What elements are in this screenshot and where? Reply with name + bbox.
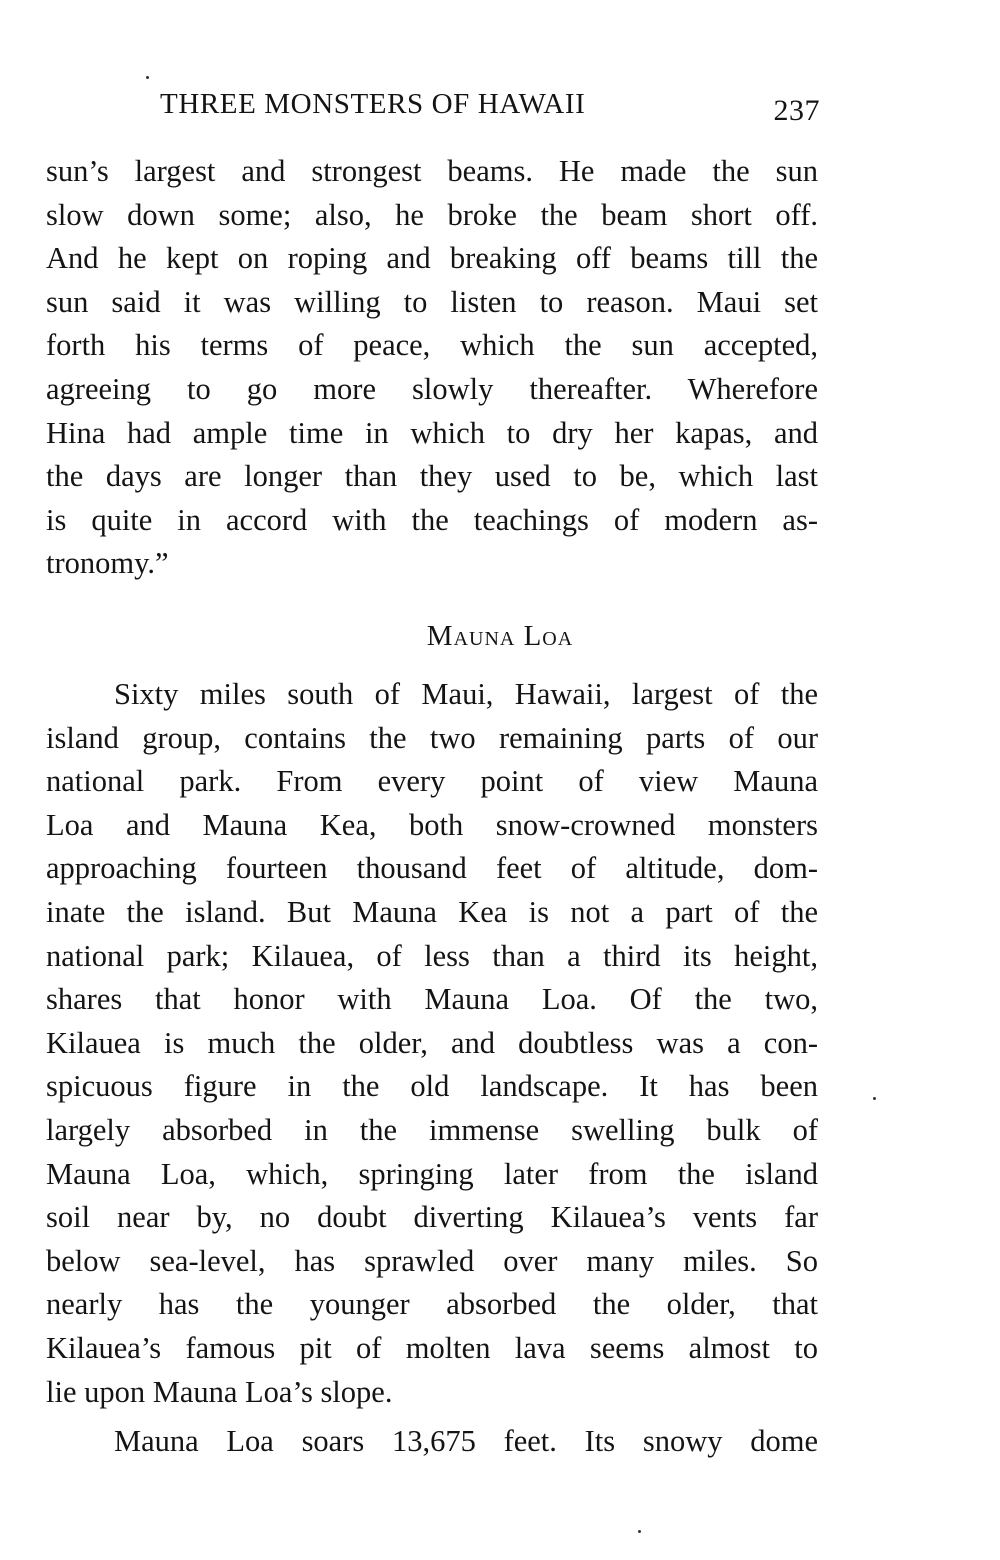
text-line: Kilauea’s famous pit of molten lava seems almost to	[46, 1330, 818, 1365]
running-title: THREE MONSTERS OF HAWAII	[160, 88, 586, 120]
text-line: below sea-level, has sprawled over many miles. So	[46, 1243, 818, 1278]
print-speck	[873, 1097, 876, 1100]
text-line: shares that honor with Mauna Loa. Of the two,	[46, 982, 818, 1017]
print-speck	[146, 76, 149, 79]
text-line: inate the island. But Mauna Kea is not a part of the	[46, 894, 818, 929]
text-line: sun said it was willing to listen to reason. Maui set	[46, 284, 818, 319]
text-line: Mauna Loa, which, springing later from the island	[46, 1156, 818, 1191]
text-line: lie upon Mauna Loa’s slope.	[46, 1374, 393, 1409]
text-line: soil near by, no doubt diverting Kilauea’s vents far	[46, 1200, 818, 1235]
text-line: Loa and Mauna Kea, both snow-crowned monsters	[46, 807, 818, 842]
text-line: forth his terms of peace, which the sun accepted,	[46, 328, 818, 363]
running-head	[160, 88, 820, 128]
paragraph-elevation	[46, 1420, 818, 1464]
text-line: largely absorbed in the immense swelling bulk of	[46, 1112, 818, 1147]
text-line: the days are longer than they used to be, which last	[46, 459, 818, 494]
text-line: national park; Kilauea, of less than a third its height,	[46, 938, 818, 973]
text-line: nearly has the younger absorbed the older, that	[46, 1287, 818, 1322]
text-line: sun’s largest and strongest beams. He made the sun	[46, 154, 818, 188]
page-number: 237	[773, 94, 820, 127]
text-line: Sixty miles south of Maui, Hawaii, largest of the	[114, 677, 818, 711]
text-line: slow down some; also, he broke the beam short off.	[46, 197, 818, 232]
text-line: Kilauea is much the older, and doubtless was a con-	[46, 1025, 818, 1060]
print-speck	[638, 1530, 641, 1533]
section-heading: Mauna Loa	[426, 620, 574, 652]
text-line: island group, contains the two remaining parts of our	[46, 720, 818, 755]
paragraph-continuation	[46, 150, 818, 586]
text-line: Mauna Loa soars 13,675 feet. Its snowy dome	[114, 1424, 818, 1458]
text-line: national park. From every point of view Mauna	[46, 764, 818, 799]
text-line: And he kept on roping and breaking off beams till the	[46, 241, 818, 276]
text-line: tronomy.”	[46, 546, 169, 581]
paragraph-mauna-loa	[46, 673, 818, 1414]
text-line: Hina had ample time in which to dry her kapas, and	[46, 415, 818, 450]
text-line: spicuous figure in the old landscape. It has been	[46, 1069, 818, 1104]
text-line: is quite in accord with the teachings of modern as-	[46, 502, 818, 537]
text-line: agreeing to go more slowly thereafter. Wherefore	[46, 371, 818, 406]
text-line: approaching fourteen thousand feet of altitude, dom-	[46, 851, 818, 886]
